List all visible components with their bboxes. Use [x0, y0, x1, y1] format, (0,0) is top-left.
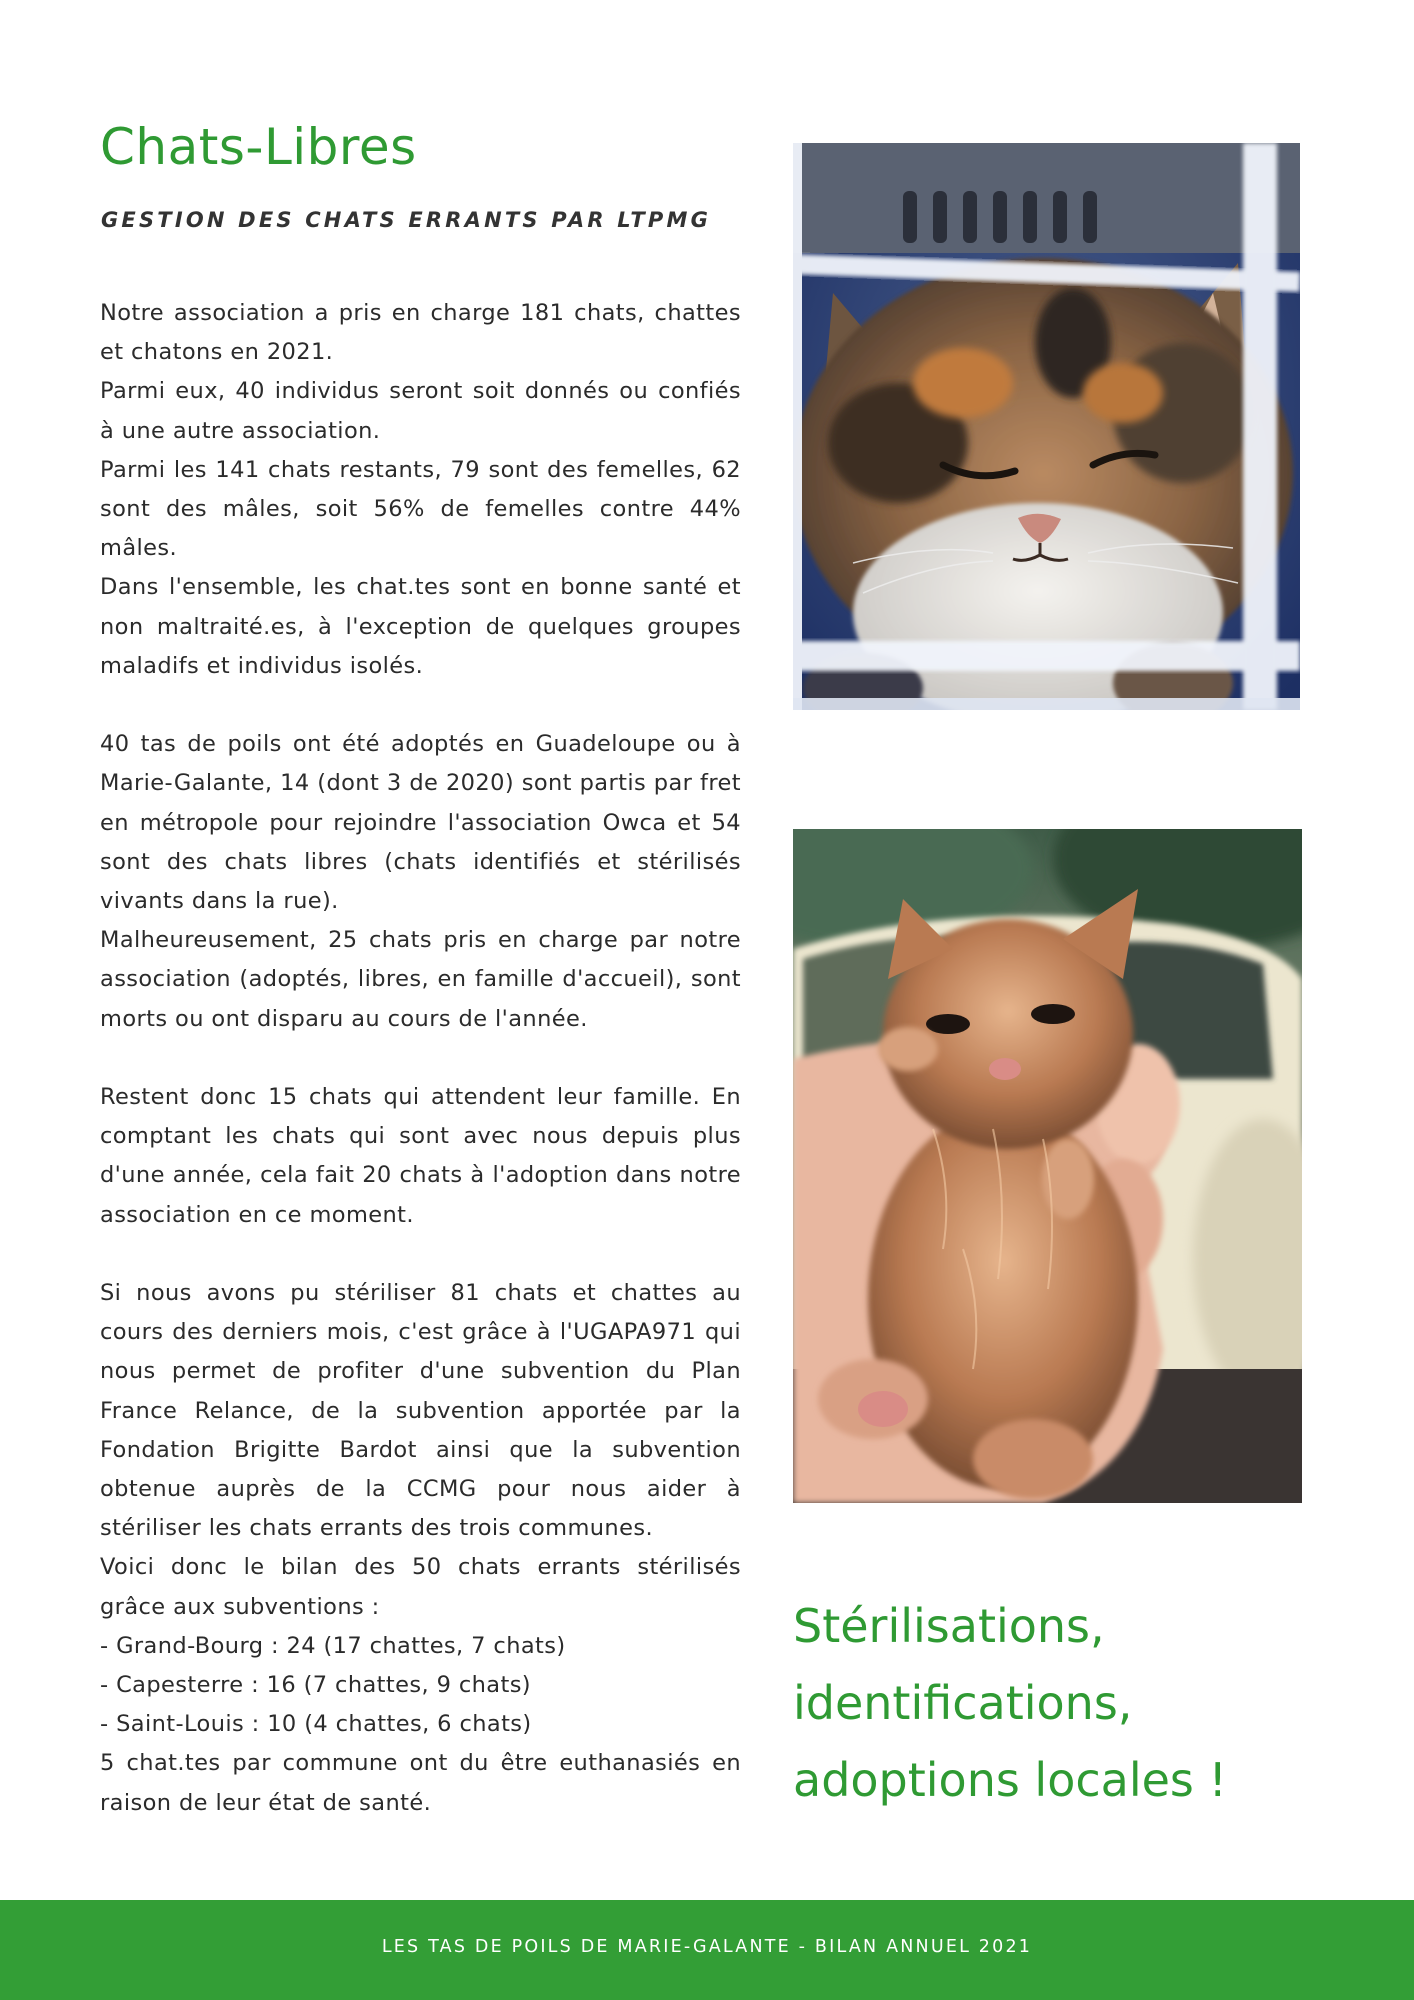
list-item-grand-bourg: - Grand-Bourg : 24 (17 chattes, 7 chats): [100, 1632, 566, 1659]
paragraph-adoptions: 40 tas de poils ont été adoptés en Guadeloupe ou à Marie-Galante, 14 (dont 3 de 2020) sont partis par fret en métropole pour rejoindre l'association Owca et 54 sont des chats libres (chats identifiés et stérilisés vivants dans la rue).: [100, 731, 741, 915]
list-item-capesterre: - Capesterre : 16 (7 chattes, 9 chats): [100, 1672, 531, 1699]
kitten-in-hand-photo: [793, 829, 1302, 1503]
paragraph-euthanasia: 5 chat.tes par commune ont du être euthanasiés en raison de leur état de santé.: [100, 1750, 741, 1816]
cat-in-carrier-photo: [793, 143, 1300, 710]
paragraph-waiting: Restent donc 15 chats qui attendent leur famille. En comptant les chats qui sont avec nous depuis plus d'une année, cela fait 20 chats à l'adoption dans notre association en ce moment.: [100, 1084, 741, 1228]
footer-bar: [0, 1900, 1414, 2000]
paragraph-summary-intro: Voici donc le bilan des 50 chats errants stérilisés grâce aux subventions :: [100, 1554, 741, 1620]
list-item-saint-louis: - Saint-Louis : 10 (4 chattes, 6 chats): [100, 1711, 532, 1738]
paragraph-gap: [100, 1235, 741, 1274]
article-body: [100, 294, 741, 1823]
tagline: [793, 1588, 1393, 1819]
paragraph-losses: Malheureusement, 25 chats pris en charge par notre association (adoptés, libres, en famille d'accueil), sont morts ou ont disparu au cours de l'année.: [100, 927, 741, 1032]
paragraph-health: Dans l'ensemble, les chat.tes sont en bonne santé et non maltraité.es, à l'exception de quelques groupes maladifs et individus isolés.: [100, 574, 741, 679]
tagline-line-2: identifications,: [793, 1676, 1133, 1730]
paragraph-transfers: Parmi eux, 40 individus seront soit donnés ou confiés à une autre association.: [100, 378, 741, 444]
tagline-line-1: Stérilisations,: [793, 1599, 1105, 1653]
paragraph-gap: [100, 686, 741, 725]
paragraph-sterilisation: Si nous avons pu stériliser 81 chats et chattes au cours des derniers mois, c'est grâce à l'UGAPA971 qui nous permet de profiter d'une subvention du Plan France Relance, de la subvention apportée par la Fondation Brigitte Bardot ainsi que la subvention obtenue auprès de la CCMG pour nous aider à stériliser les chats errants des trois communes.: [100, 1280, 741, 1542]
paragraph-gap: [100, 1039, 741, 1078]
page-title: Chats-Libres: [100, 118, 417, 176]
footer-text: LES TAS DE POILS DE MARIE-GALANTE - BILAN ANNUEL 2021: [381, 1937, 1033, 1957]
paragraph-sex-ratio: Parmi les 141 chats restants, 79 sont des femelles, 62 sont des mâles, soit 56% de femelles contre 44% mâles.: [100, 456, 741, 562]
tagline-line-3: adoptions locales !: [793, 1753, 1227, 1807]
page-subtitle: GESTION DES CHATS ERRANTS PAR LTPMG: [101, 208, 712, 232]
paragraph-intake: Notre association a pris en charge 181 chats, chattes et chatons en 2021.: [100, 300, 741, 366]
